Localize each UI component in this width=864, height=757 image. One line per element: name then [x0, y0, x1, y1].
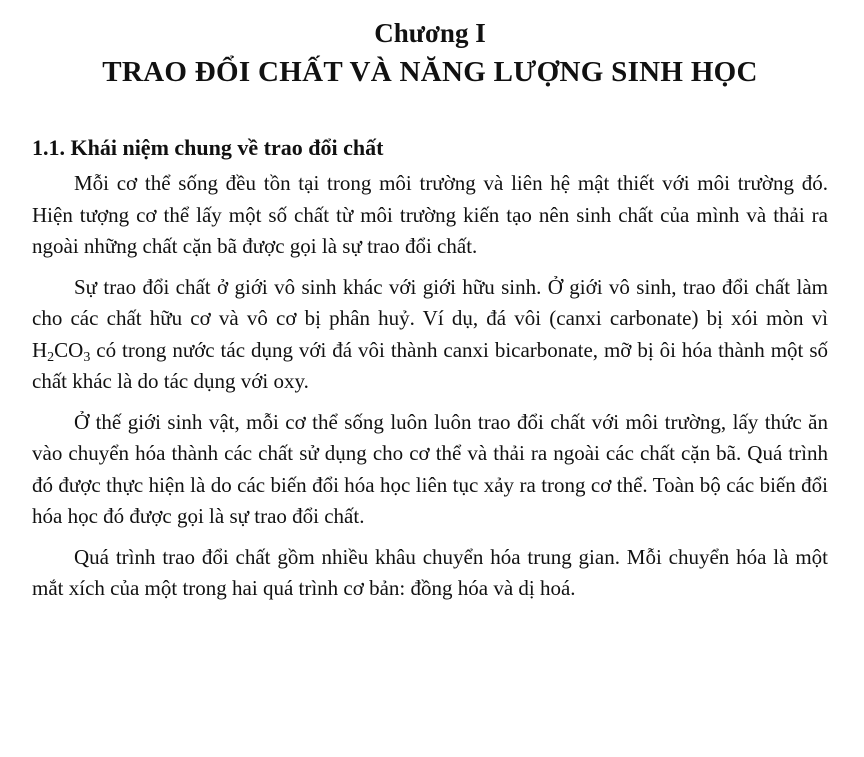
paragraph-3: Ở thế giới sinh vật, mỗi cơ thể sống luôn luôn trao đổi chất với môi trường, lấy thức ăn vào chuyển hóa thành các chất sử dụng cho cơ thể và thải ra ngoài các chất cặn bã. Quá trình đó được thực hiện là do các biến đổi hóa học liên tục xảy ra trong cơ thể. Toàn bộ các biến đổi hóa học đó được gọi là sự trao đổi chất. — [32, 409, 828, 528]
formula-co-subscript: 3 — [83, 349, 91, 365]
chapter-label: Chương I — [374, 18, 486, 48]
paragraph-2-text-end: có trong nước tác dụng với đá vôi thành canxi bicarbonate, mỡ bị ôi hóa thành một số chất khác là do tác dụng với oxy. — [32, 337, 828, 393]
formula-h: H — [32, 337, 48, 362]
formula-co: CO — [54, 337, 84, 362]
section-heading: 1.1. Khái niệm chung về trao đổi chất — [32, 135, 384, 160]
formula-h-subscript: 2 — [47, 349, 55, 365]
paragraph-2-text-start: Sự trao đổi chất ở giới vô sinh khác với giới hữu sinh. Ở giới vô sinh, trao đổi chất làm cho các chất hữu cơ và vô cơ bị phân huỷ. Ví dụ, đá vôi (canxi carbonate) bị xói mòn vì — [32, 274, 828, 330]
paragraph-2 — [32, 272, 828, 398]
paragraph-4: Quá trình trao đổi chất gồm nhiều khâu chuyển hóa trung gian. Mỗi chuyển hóa là một mắt xích của một trong hai quá trình cơ bản: đồng hóa và dị hoá. — [32, 544, 828, 600]
paragraph-1: Mỗi cơ thể sống đều tồn tại trong môi trường và liên hệ mật thiết với môi trường đó. Hiện tượng cơ thể lấy một số chất từ môi trường kiến tạo nên sinh chất của mình và thải ra ngoài những chất cặn bã được gọi là sự trao đổi chất. — [32, 171, 828, 258]
chapter-title: TRAO ĐỔI CHẤT VÀ NĂNG LƯỢNG SINH HỌC — [102, 56, 758, 88]
